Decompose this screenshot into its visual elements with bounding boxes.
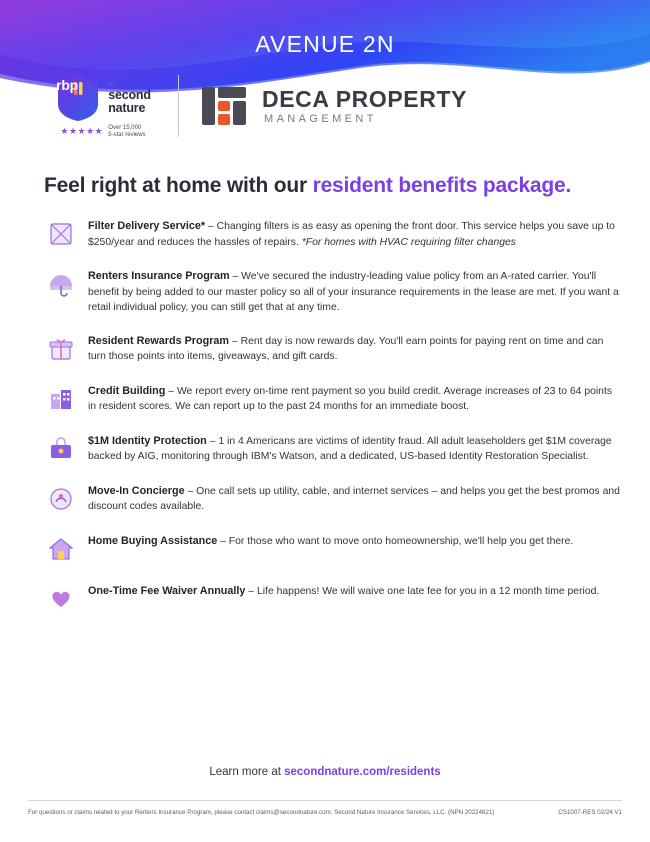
footer-legal: For questions or claims related to your Renters Insurance Program, please contact claims@secondnature.com. Second Nature Insurance Services, LLC. (NPN 20224621) <box>28 809 495 816</box>
benefit-dash: – <box>229 335 241 347</box>
learn-more-prefix: Learn more at <box>209 766 285 778</box>
deca-mark-icon <box>199 81 249 131</box>
benefit-item <box>44 333 622 365</box>
benefit-description: We've secured the industry-leading value policy from an A-rated carrier. You'll benefit by being added to our master policy so all of your insurance requirements in the lease are met. If you want a retail individual policy, you can still get that at any time. <box>88 271 619 313</box>
benefits-list <box>44 218 622 633</box>
benefit-description: Life happens! We will waive one late fee for you in a 12 month time period. <box>256 585 600 597</box>
concierge-icon <box>44 483 78 515</box>
logo-divider <box>178 75 179 137</box>
benefit-item <box>44 533 622 565</box>
footer-divider <box>28 800 622 801</box>
benefit-dash: – <box>205 221 217 232</box>
filter-icon <box>44 218 78 250</box>
benefit-item <box>44 218 622 250</box>
benefit-item <box>44 383 622 415</box>
umbrella-icon <box>44 268 78 300</box>
heart-hand-icon <box>44 583 78 615</box>
second-nature-name-1: second <box>108 88 151 103</box>
benefit-description: One call sets up utility, cable, and internet services – and helps you get the best promos and discount codes available. <box>88 485 620 513</box>
deca-name: DECA PROPERTY <box>262 85 468 112</box>
benefit-title: Renters Insurance Program <box>88 270 230 282</box>
benefit-title: Home Buying Assistance <box>88 534 218 547</box>
benefit-item <box>44 483 622 515</box>
benefit-description: We report every on-time rent payment so you build credit. Average increases of 23 to 64 points in resident scores. We can report up to the past 24 months for an immediate boost. <box>88 385 613 413</box>
second-nature-wordmark <box>108 81 151 114</box>
benefit-dash: – <box>206 435 219 447</box>
deca-logo <box>199 81 467 131</box>
benefit-title: Resident Rewards Program <box>88 334 230 347</box>
house-icon <box>44 533 78 565</box>
benefit-item <box>44 268 622 315</box>
benefit-title: $1M Identity Protection <box>88 434 207 447</box>
headline-accent: resident benefits package. <box>312 174 572 197</box>
benefit-dash: – <box>165 385 177 397</box>
reviews-count <box>108 125 145 139</box>
banner-title: AVENUE 2N <box>255 31 395 57</box>
residents-link[interactable]: secondnature.com/residents <box>284 766 441 778</box>
headline-prefix: Feel right at home with our <box>44 174 313 197</box>
gift-icon <box>44 333 78 365</box>
learn-more <box>0 766 650 778</box>
benefit-description: Changing filters is as easy as opening the front door. This service helps you save up to $250/year and reduces the hassles of repairs. <box>88 221 615 248</box>
rbp-badge-label: rbp <box>56 76 78 93</box>
rbp-logo <box>44 74 162 139</box>
reviews-line-2: 5-star reviews <box>108 131 146 138</box>
benefit-description: Rent day is now rewards day. You'll earn points for paying rent on time and can turn those points into items, giveaways, and gift cards. <box>88 335 604 363</box>
benefit-note: *For homes with HVAC requiring filter changes <box>301 236 516 248</box>
benefit-title: One-Time Fee Waiver Annually <box>88 584 246 597</box>
benefit-description: For those who want to move onto homeownership, we'll help you get there. <box>228 535 574 547</box>
second-nature-by: by <box>108 80 116 88</box>
lock-briefcase-icon <box>44 433 78 465</box>
stars-icon: ★★★★★ <box>60 126 104 136</box>
rbp-rating <box>60 125 145 139</box>
benefit-title: Credit Building <box>88 384 166 397</box>
benefit-item <box>44 433 622 465</box>
second-nature-name-2: nature <box>108 100 146 115</box>
benefit-item <box>44 583 622 615</box>
benefit-dash: – <box>229 271 242 282</box>
logo-row <box>44 62 606 150</box>
benefit-dash: – <box>217 535 229 547</box>
benefit-dash: – <box>184 485 197 497</box>
footer-doc-code: CS1007-RES 02/24 V1 <box>558 809 622 816</box>
benefit-description: 1 in 4 Americans are victims of identity fraud. All adult leaseholders get $1M coverage backed by AIG, monitoring through IBM's Watson, and a dedicated, US-based Identity Restoration Specialist. <box>88 435 612 463</box>
building-icon <box>44 383 78 415</box>
page-title <box>44 174 616 198</box>
benefit-title: Filter Delivery Service* <box>88 220 206 232</box>
benefit-title: Move-In Concierge <box>88 484 185 497</box>
benefit-dash: – <box>245 585 257 597</box>
deca-subtitle: MANAGEMENT <box>264 112 377 125</box>
reviews-line-1: Over 15,000 <box>108 124 142 131</box>
